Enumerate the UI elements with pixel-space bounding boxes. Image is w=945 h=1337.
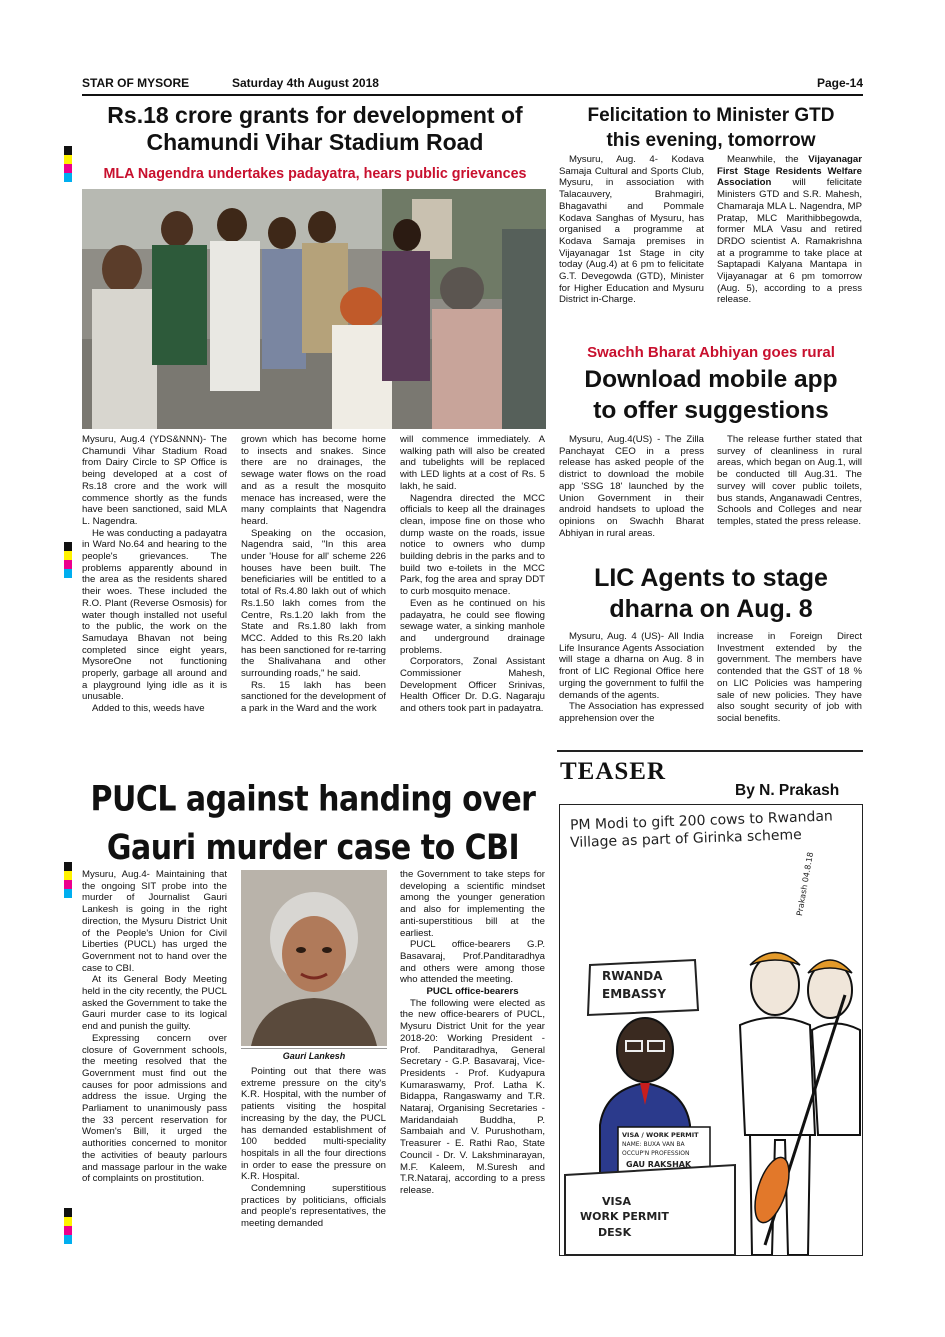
story2-col2-org: Vijayanagar First Stage Residents Welfare Association	[717, 154, 862, 189]
story3-col1	[559, 434, 704, 560]
visa-tag-line1: VISA / WORK PERMIT	[622, 1131, 699, 1139]
cartoon-caption-line2: Village as part of Girinka scheme	[569, 826, 802, 852]
sign-line2: EMBASSY	[602, 987, 667, 1001]
story4-col1-para2: The Association has expressed apprehension over the	[559, 701, 704, 724]
sign-line1: RWANDA	[602, 969, 663, 983]
story4-col2-para1: increase in Foreign Direct Investment extended by the government. The members have contended that the GST of 18 % on LIC Policies was hampering sale of new policies. They have also sought security of job with social benefits.	[717, 631, 862, 724]
gauri-photo-caption: Gauri Lankesh	[241, 1048, 387, 1061]
story5-col3-para2: PUCL office-bearers G.P. Basavaraj, Prof.Panditaradhya and others were among those who attended the meeting.	[400, 939, 545, 986]
story4-col1	[559, 631, 704, 743]
story5-col3-subhead: PUCL office-bearers	[426, 986, 519, 998]
story1-col3	[400, 434, 545, 776]
desk-line1: VISA	[602, 1195, 632, 1208]
page-header	[82, 76, 863, 96]
story1-headline-line2: Chamundi Vihar Stadium Road	[146, 129, 484, 156]
registration-marks-4	[64, 1208, 72, 1244]
story1-col2	[241, 434, 386, 776]
story2-headline-line1: Felicitation to Minister GTD	[587, 105, 835, 126]
story5-col1-para2: At its General Body Meeting held in the city recently, the PUCL asked the Government to take the Gauri murder case to its logical end and punish the guilty.	[82, 974, 227, 1033]
section-divider	[557, 750, 863, 752]
story5-col2-para2: Condemning superstitious practices by politicians, officials and people's representatives, the meeting demanded	[241, 1183, 386, 1230]
desk-line2: WORK PERMIT	[580, 1210, 669, 1223]
cartoon-caption-line1: PM Modi to gift 200 cows to Rwandan	[569, 808, 834, 834]
story1-col3-para2: Nagendra directed the MCC officials to keep all the drainages clean, impose fine on those who dump waste on the roads, issue notice to owners who dump building debris in the parks and to build two e-toilets in the MCC Park, fog the area and spray DDT to curb mosquito menace.	[400, 492, 545, 598]
story5-headline-line1: PUCL against handing over	[90, 779, 536, 820]
publication-name: STAR OF MYSORE	[82, 76, 190, 90]
story2-col2	[717, 154, 862, 334]
story5-col1-para3: Expressing concern over closure of Government schools, the meeting resolved that the Government must find out the causes for poor admissions and address the issue. Urging the Parliament to unanimously pass the 33 percent reservation for Women's Bill, it urged the authorities concerned to monitor the activities of beauty parlours and massage parlour in the wake of complaints on prostitution.	[82, 1032, 227, 1185]
story3-headline-line1: Download mobile app	[584, 366, 838, 393]
story1-col2-para2: Speaking on the occasion, Nagendra said, "In this area under 'House for all' scheme 226 houses have been built. The beneficiaries will be entitled to a total of Rs.4.80 lakh out of which Rs.1.50 lakh comes from the Centre, Rs.1.20 lakh from the State and Rs.1.80 lakh from MCC. Added to this Rs.20 lakh has been sanctioned for re-tarring the Shalivahana and other surrounding roads," he said.	[241, 527, 386, 680]
teaser-byline: By N. Prakash	[735, 782, 840, 799]
story2-col2-rest: will felicitate Ministers GTD and S.R. Mahesh, Chamaraja MLA L. Nagendra, MP Pratap, MLC Marithibbegowda, former MLA Vasu and retired DRDO scientist A. Ramakrishna at a programme to take place at Saptapadi Kalyana Mantapa in Vijayanagar at 6 pm tomorrow (Aug. 5), according to a press release.	[717, 177, 862, 306]
cartoonist-signature: Prakash 04.8.18	[795, 851, 816, 917]
story2-col1-para1: Mysuru, Aug. 4- Kodava Samaja Cultural and Sports Club, Mysuru, in association with Talacauvery, Brahmagiri, Bhagavathi and Pommale Kodava Sanghas of Mysuru, has organised a programme at Kodava Samaja premises in Vijayanagar 1st Stage in city today (Aug.4) at 6 pm to felicitate G.T. Devegowda (GTD), Minister for Higher Education and Mysuru District in-Charge.	[559, 154, 704, 306]
teaser-title: TEASER	[560, 758, 667, 785]
desk-line3: DESK	[598, 1226, 632, 1239]
story5-col3	[400, 869, 545, 1261]
story5-col2	[241, 1066, 386, 1261]
story1-col3-para3: Even as he continued on his padayatra, he could see flowing sewage water, a sinking manhole and underground drainage problems.	[400, 597, 545, 656]
story3-col2	[717, 434, 862, 560]
story1-col1-para1: Mysuru, Aug.4 (YDS&NNN)- The Chamundi Vihar Stadium Road from Dairy Circle to SP Office is being developed at a cost of Rs.18 crore and the work will commence shortly as the funds have been sanctioned, said MLA L. Nagendra.	[82, 434, 227, 527]
story3-col1-para1: Mysuru, Aug.4(US) - The Zilla Panchayat CEO in a press release has asked people of the district to download the mobile app 'SSG 18' launched by the Union Government in their android handsets to upload the opinions on Swachh Bharat Abhiyan in rural areas.	[559, 434, 704, 539]
story4-col1-para1: Mysuru, Aug. 4 (US)- All India Life Insurance Agents Association will stage a dharna on Aug. 8 in front of LIC Regional Office here urging the government to fulfil the demands of the agents.	[559, 631, 704, 701]
page-number: Page-14	[816, 76, 863, 90]
story2-headline-line2: this evening, tomorrow	[606, 130, 816, 151]
story5-col3-para3: The following were elected as the new office-bearers of PUCL, Mysuru District Unit for the year 2018-20: Working President - Prof. Panditaradhya, General Secretary - G.P. Basavaraj, Vice-Presidents - Prof. Kudyapura Kumaraswamy, Prof. Latha K. Bidappa, Rangaswamy and T.R. Nataraj, Organising Secretaries - Maridandaiah Buddha, P. Sambaiah and V. Purushotham, Treasurer - E. Rathi Rao, State Council - Dr. V. Lakshminarayan, M.F. Kaleem, M.Suresh and T.R.Nataraj, according to a press release.	[400, 997, 545, 1196]
story2-col1	[559, 154, 704, 334]
story5-col1-para1: Mysuru, Aug.4- Maintaining that the ongoing SIT probe into the murder of Journalist Gauri Lankesh is going in the right direction, the Mysuru District Unit of the People's Union for Civil Liberties (PUCL) has urged the Government not to hand over the case to CBI.	[82, 869, 227, 974]
gauri-lankesh-photo	[241, 870, 387, 1046]
story1-headline-line1: Rs.18 crore grants for development of	[107, 102, 523, 128]
story4-headline-line1: LIC Agents to stage	[594, 564, 828, 592]
story3-headline-line2: to offer suggestions	[593, 397, 829, 424]
story5-col2-para1: Pointing out that there was extreme pressure on the city's K.R. Hospital, with the number of patients visiting the hospital increasing by the day, the PUCL has demanded establishment of 100 bedded multi-speciality hospitals in all the four directions in order to ease the pressure on K.R. Hospital.	[241, 1066, 386, 1183]
story4-headline	[556, 563, 866, 625]
padayatra-photo-illustration	[82, 189, 546, 429]
story1-col3-para4: Corporators, Zonal Assistant Commissioner Mahesh, Development Officer Srinivas, Health Officer Dr. D.G. Nagaraju and others took part in padayatra.	[400, 656, 545, 715]
story4-headline-line2: dharna on Aug. 8	[609, 595, 813, 623]
registration-marks-2	[64, 542, 72, 578]
visa-tag-line3: OCCUP'N PROFESSION	[622, 1150, 690, 1157]
story1-col1	[82, 434, 227, 776]
gauri-lankesh-portrait	[241, 870, 387, 1046]
registration-marks-3	[64, 862, 72, 898]
registration-marks-1	[64, 146, 72, 182]
story1-col2-para3: Rs. 15 lakh has been sanctioned for the development of a park in the Ward and the work	[241, 679, 386, 715]
story4-col2	[717, 631, 862, 743]
story5-col1	[82, 869, 227, 1261]
story5-headline-line2: Gauri murder case to CBI	[106, 827, 520, 868]
story3-kicker: Swachh Bharat Abhiyan goes rural	[587, 344, 835, 361]
story3-col2-para1: The release further stated that survey of cleanliness in rural areas, which began on Aug.1, will be conducted till Aug.31. The survey will cover public toilets, bus stands, Anganawadi Centres, Schools and Colleges and near temples, stated the press release.	[717, 434, 862, 527]
story2-col2-intro: Meanwhile, the	[727, 154, 799, 165]
visa-tag-line4: GAU RAKSHAK	[626, 1160, 692, 1169]
story5-col3-para1: the Government to take steps for developing a scientific mindset among the younger generation and also for implementing the anti-superstitious bill at the earliest.	[400, 869, 545, 939]
story3-headline	[556, 364, 866, 426]
story5-headline	[78, 776, 548, 873]
visa-tag-line2: NAME: BUXA VAN BA	[622, 1141, 685, 1148]
teaser-cartoon	[559, 804, 863, 1256]
story1-subhead: MLA Nagendra undertakes padayatra, hears public grievances	[103, 166, 527, 182]
story1-col1-para3: Added to this, weeds have	[92, 703, 205, 715]
story1-headline	[80, 102, 550, 156]
story1-col3-para1: will commence immediately. A walking path will also be created and tubelights will be replaced with LED lights at a cost of Rs. 5 lakh, he said.	[400, 434, 545, 492]
story2-headline	[556, 103, 866, 153]
story1-col1-para2: He was conducting a padayatra in Ward No.64 and hearing to the people's grievances. The problems apparently abound in the area as the residents shared their woes. These included the R.O. Plant (Reverse Osmosis) for water though installed not useful to the public, the work on the Samudaya Bhavan not being completed since eight years, MysoreOne not functioning properly, garbage all around and a playground lying idle as it is unusable.	[82, 527, 227, 703]
cartoon-drawing	[560, 805, 862, 1255]
story1-col2-para1: grown which has become home to insects and snakes. Since there are no drainages, the sewage water flows on the road and as a result the mosquito menace has increased, were the many complaints that Nagendra heard.	[241, 434, 386, 527]
padayatra-photo	[82, 189, 546, 429]
issue-date: Saturday 4th August 2018	[232, 76, 379, 90]
